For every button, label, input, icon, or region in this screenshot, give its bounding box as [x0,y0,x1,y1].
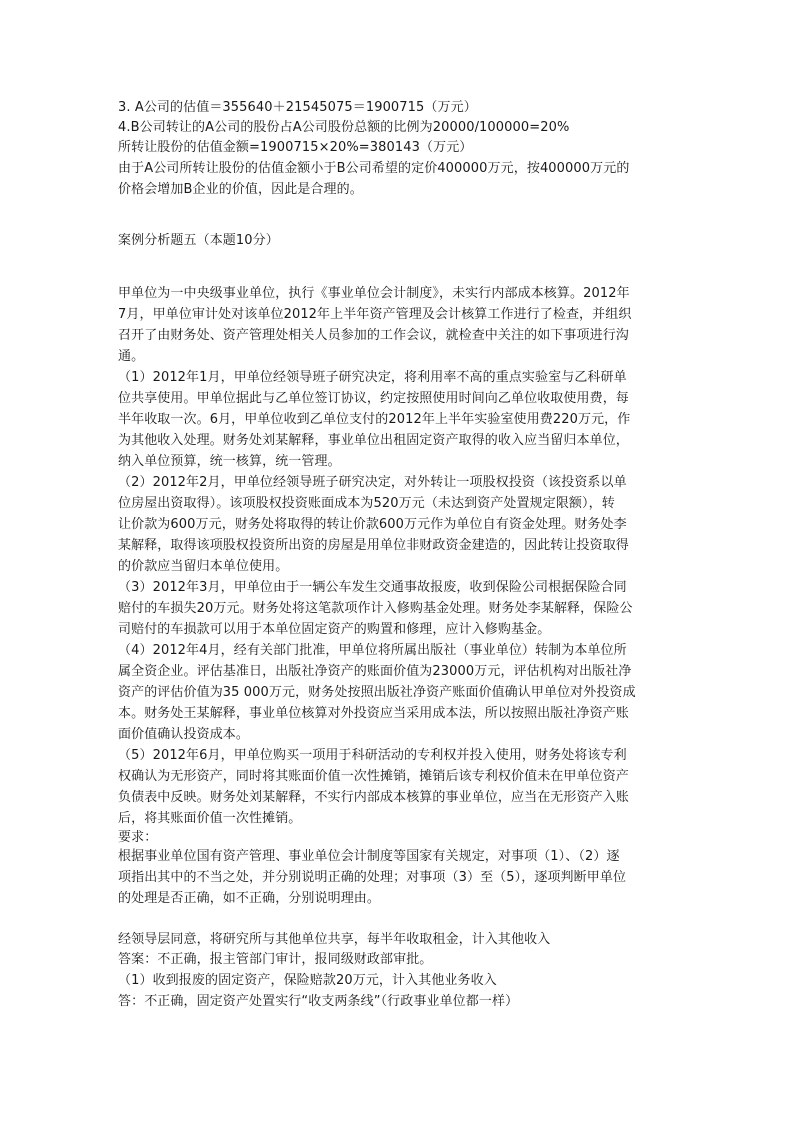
text-line: 的处理是否正确，如不正确，分别说明理由。 [118,891,381,906]
text-line: 4.B公司转让的A公司的股份占A公司股份总额的比例为20000/100000=20% [118,120,570,135]
text-line: 7月，甲单位审计处对该单位2012年上半年资产管理及会计核算工作进行了检查，并组织 [118,307,632,322]
text-line: 价格会增加B企业的价值，因此是合理的。 [118,182,363,197]
text-line: （3）2012年3月，甲单位由于一辆公车发生交通事故报废，收到保险公司根据保险合同 [118,580,627,595]
text-line: 3. A公司的估值＝355640＋21545075＝1900715（万元） [118,100,477,115]
text-line: 甲单位为一中央级事业单位，执行《事业单位会计制度》，未实行内部成本核算。2012年 [118,286,630,301]
text-line: 面价值确认投资成本。 [118,727,250,742]
text-line: 通。 [118,349,145,364]
text-line: 权确认为无形资产，同时将其账面价值一次性摊销，摊销后该专利权价值未在甲单位资产 [118,769,629,784]
text-line: 属全资企业。评估基准日，出版社净资产的账面价值为23000万元，评估机构对出版社净 [118,664,632,679]
text-line: 位共享使用。甲单位据此与乙单位签订协议，约定按照使用时间向乙单位收取使用费，每 [118,391,629,406]
text-line: 项指出其中的不当之处，并分别说明正确的处理；对事项（3）至（5），逐项判断甲单位 [118,870,627,885]
section-heading: 案例分析题五（本题10分） [118,233,279,248]
text-line: 为其他收入处理。财务处刘某解释，事业单位出租固定资产取得的收入应当留归本单位， [118,433,629,448]
text-line: 由于A公司所转让股份的估值金额小于B公司希望的定价400000万元，按400000万元的 [118,161,630,176]
text-line: 的价款应当留归本单位使用。 [118,559,289,574]
text-line: （5）2012年6月，甲单位购买一项用于科研活动的专利权并投入使用，财务处将该专利 [118,748,627,763]
text-line: 让价款为600万元，财务处将取得的转让价款600万元作为单位自有资金处理。财务处李 [118,517,627,532]
text-line: （2）2012年2月，甲单位经领导班子研究决定，对外转让一项股权投资（该投资系以单 [118,475,627,490]
text-line: 纳入单位预算，统一核算，统一管理。 [118,454,341,469]
text-line: 所转让股份的估值金额=1900715×20%=380143（万元） [118,140,473,155]
text-line: 答案：不正确，报主管部门审计，报同级财政部审批。 [118,952,433,967]
text-line: （1）2012年1月，甲单位经领导班子研究决定，将利用率不高的重点实验室与乙科研单 [118,370,627,385]
text-line: 资产的评估价值为35 000万元，财务处按照出版社净资产账面价值确认甲单位对外投资成 [118,685,636,700]
text-line: 经领导层同意，将研究所与其他单位共享，每半年收取租金，计入其他收入 [118,932,551,947]
text-line: 答：不正确，固定资产处置实行“收支两条线”（行政事业单位都一样） [118,994,519,1009]
text-line: 后，将其账面价值一次性摊销。 [118,811,302,826]
text-line: 召开了由财务处、资产管理处相关人员参加的工作会议，就检查中关注的如下事项进行沟 [118,328,629,343]
text-line: 根据事业单位国有资产管理、事业单位会计制度等国家有关规定，对事项（1）、（2）逐 [118,849,620,864]
text-line: （1）收到报废的固定资产，保险赔款20万元，计入其他业务收入 [118,973,497,988]
text-line: 要求： [118,830,158,845]
text-line: 负债表中反映。财务处刘某解释，不实行内部成本核算的事业单位，应当在无形资产入账 [118,790,629,805]
text-line: （4）2012年4月，经有关部门批准，甲单位将所属出版社（事业单位）转制为本单位所 [118,643,627,658]
text-line: 某解释，取得该项股权投资所出资的房屋是用单位非财政资金建造的，因此转让投资取得 [118,538,629,553]
text-line: 本。财务处王某解释，事业单位核算对外投资应当采用成本法，所以按照出版社净资产账 [118,706,629,721]
text-line: 司赔付的车损款可以用于本单位固定资产的购置和修理，应计入修购基金。 [118,622,551,637]
text-line: 半年收取一次。6月，甲单位收到乙单位支付的2012年上半年实验室使用费220万元，作 [118,412,631,427]
text-line: 赔付的车损失20万元。财务处将这笔款项作计入修购基金处理。财务处李某解释，保险公 [118,601,633,616]
text-line: 位房屋出资取得）。该项股权投资账面成本为520万元（未达到资产处置规定限额），转 [118,496,615,511]
